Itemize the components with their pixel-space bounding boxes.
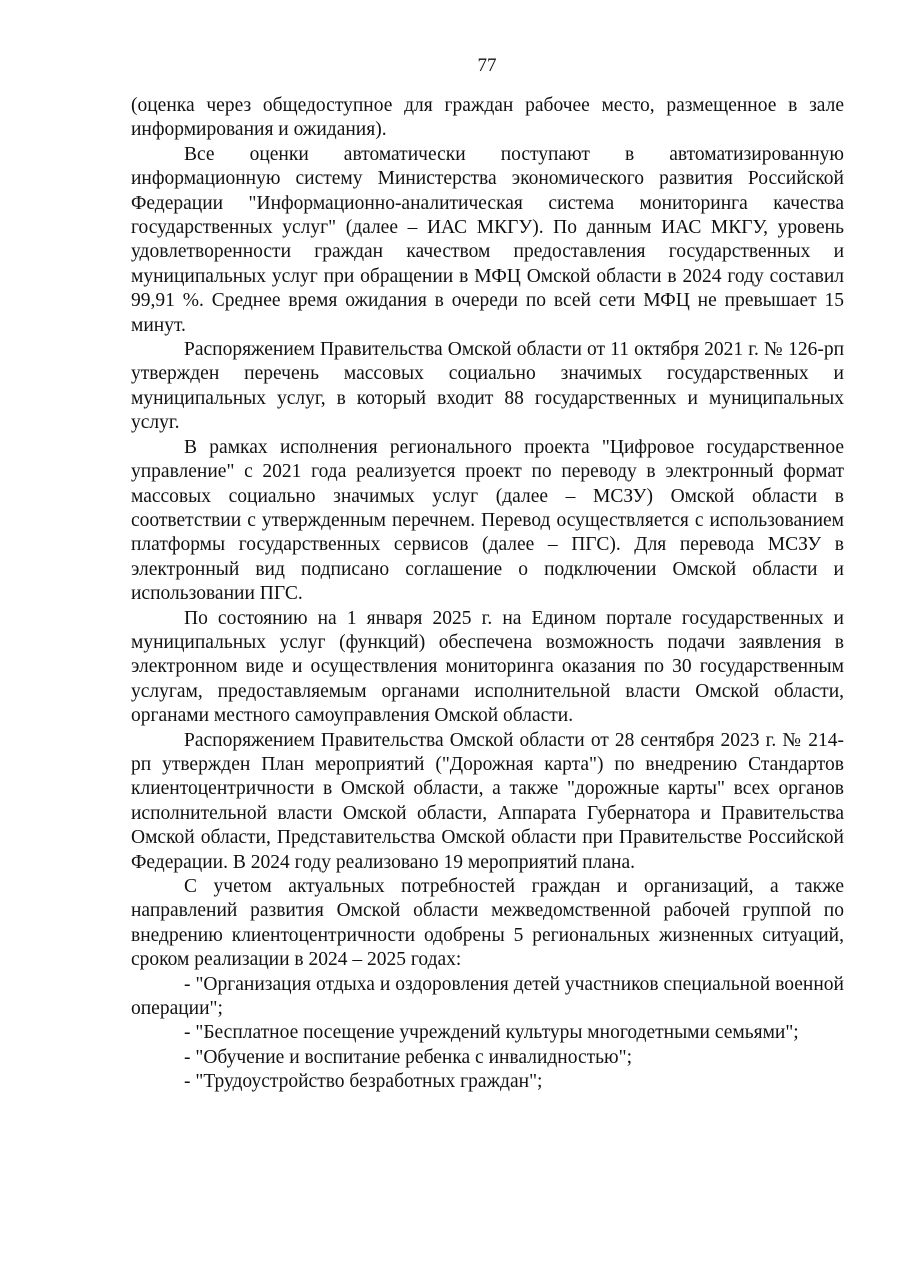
list-item: - "Трудоустройство безработных граждан"; <box>184 1071 543 1093</box>
paragraph: В рамках исполнения регионального проекта "Цифровое государственное управление" с 2021 года реализуется проект по переводу в электронный формат массовых социально значимых услуг (далее – МСЗУ) Омской области в соответствии с утвержденным перечнем. Перевод осуществляется с использованием платформы государственных сервисов (далее – ПГС). Для перевода МСЗУ в электронный вид подписано соглашение о подключении Омской области и использовании ПГС. <box>131 436 844 605</box>
list-item: - "Обучение и воспитание ребенка с инвалидностью"; <box>184 1046 632 1068</box>
list-item: - "Бесплатное посещение учреждений культуры многодетными семьями"; <box>184 1022 799 1044</box>
paragraph: (оценка через общедоступное для граждан рабочее место, размещенное в зале информирования и ожидания). <box>131 95 844 141</box>
list-item: - "Организация отдыха и оздоровления детей участников специальной военной операции"; <box>131 973 844 1020</box>
page-number: 77 <box>477 55 497 76</box>
paragraph: По состоянию на 1 января 2025 г. на Едином портале государственных и муниципальных услуг (функций) обеспечена возможность подачи заявления в электронном виде и осуществления мониторинга оказания по 30 государственным услугам, предоставляемым органами исполнительной власти Омской области, органами местного самоуправления Омской области. <box>131 607 844 727</box>
paragraph: Распоряжением Правительства Омской области от 11 октября 2021 г. № 126-рп утвержден перечень массовых социально значимых государственных и муниципальных услуг, в который входит 88 государственных и муниципальных услуг. <box>131 339 844 434</box>
document-body <box>131 94 844 1095</box>
paragraph: Все оценки автоматически поступают в автоматизированную информационную систему Министерства экономического развития Российской Федерации "Информационно-аналитическая система мониторинга качества государственных услуг" (далее – ИАС МКГУ). По данным ИАС МКГУ, уровень удовлетворенности граждан качеством предоставления государственных и муниципальных услуг при обращении в МФЦ Омской области в 2024 году составил 99,91 %. Среднее время ожидания в очереди по всей сети МФЦ не превышает 15 минут. <box>131 143 844 336</box>
paragraph: С учетом актуальных потребностей граждан и организаций, а также направлений развития Омской области межведомственной рабочей группой по внедрению клиентоцентричности одобрены 5 региональных жизненных ситуаций, сроком реализации в 2024 – 2025 годах: <box>131 876 844 971</box>
paragraph: Распоряжением Правительства Омской области от 28 сентября 2023 г. № 214-рп утвержден План мероприятий ("Дорожная карта") по внедрению Стандартов клиентоцентричности в Омской области, а также "дорожные карты" всех органов исполнительной власти Омской области, Аппарата Губернатора и Правительства Омской области, Представительства Омской области при Правительстве Российской Федерации. В 2024 году реализовано 19 мероприятий плана. <box>131 729 844 873</box>
